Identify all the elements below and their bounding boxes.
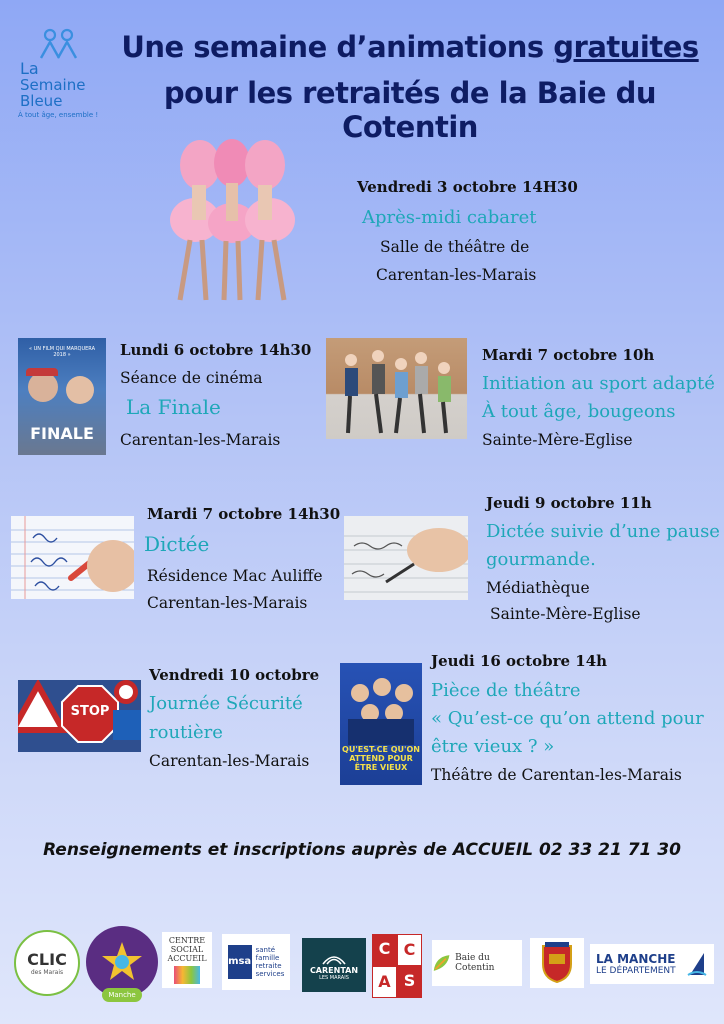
event-7-name2: « Qu’est-ce qu’on attend pour — [431, 708, 704, 729]
event-5-date: Jeudi 9 octobre 11h — [486, 494, 652, 512]
carentan-logo: CARENTAN LES MARAIS — [302, 938, 366, 992]
event-6-name2: routière — [149, 722, 223, 743]
event-3-name2: À tout âge, bougeons — [482, 401, 676, 422]
actor-face-2 — [66, 376, 94, 404]
event-4-line1: Résidence Mac Auliffe — [147, 567, 323, 585]
cabaret-dancers-image — [160, 135, 305, 310]
logo-line1: La — [20, 59, 39, 78]
theatre-poster-title: QU'EST-CE QU'ON ATTEND POUR ÊTRE VIEUX — [342, 745, 420, 772]
event-1-line1: Salle de théâtre de — [380, 238, 530, 256]
event-1-date: Vendredi 3 octobre 14H30 — [357, 178, 578, 196]
event-6-date: Vendredi 10 octobre — [149, 666, 320, 684]
event-2-date: Lundi 6 octobre 14h30 — [120, 341, 312, 359]
semaine-bleue-logo — [14, 28, 104, 119]
logo-line3: Bleue — [20, 92, 63, 110]
leaf-icon — [432, 952, 451, 974]
event-7-date: Jeudi 16 octobre 14h — [431, 652, 608, 670]
gratuites-underlined: gratuites — [553, 30, 699, 64]
event-5-line2: Sainte-Mère-Eglise — [490, 605, 641, 623]
event-7-name3: être vieux ? » — [431, 736, 555, 757]
la-finale-poster: « UN FILM QUI MARQUERA 2018 » FINALE — [18, 338, 106, 455]
red-cap — [26, 368, 58, 376]
dancer-3 — [245, 140, 295, 300]
clic-logo: CLIC des Marais — [14, 930, 80, 996]
crest-icon — [539, 942, 575, 984]
event-4-date: Mardi 7 octobre 14h30 — [147, 505, 341, 523]
event-5-name2: gourmande. — [486, 549, 596, 570]
sail-icon — [686, 951, 708, 977]
baie-du-cotentin-logo: Baie du Cotentin — [432, 940, 522, 986]
event-3-date: Mardi 7 octobre 10h — [482, 346, 655, 364]
star-icon — [100, 940, 144, 984]
road-signs-image — [18, 680, 141, 752]
waves-icon — [321, 950, 347, 966]
dictee-notebook-image — [11, 516, 134, 599]
msa-logo: msa santé famille retraite services — [222, 934, 290, 990]
event-6-name: Journée Sécurité — [149, 693, 303, 714]
page-title-line2: pour les retraités de la Baie du Cotentin — [163, 76, 657, 144]
ccas-logo: C C A S — [372, 934, 422, 994]
sport-seniors-image — [326, 338, 467, 439]
event-1-name: Après-midi cabaret — [362, 207, 537, 228]
stop-sign-text: STOP — [70, 704, 110, 719]
event-3-line1: Sainte-Mère-Eglise — [482, 431, 633, 449]
centre-social-logo: CENTRE SOCIAL ACCUEIL — [162, 932, 212, 988]
event-4-name: Dictée — [144, 532, 210, 556]
event-4-line2: Carentan-les-Marais — [147, 594, 308, 612]
event-5-line1: Médiathèque — [486, 579, 590, 597]
event-6-line1: Carentan-les-Marais — [149, 752, 310, 770]
hands-icon — [174, 966, 200, 984]
event-2-line2: Carentan-les-Marais — [120, 431, 281, 449]
event-2-line1: Séance de cinéma — [120, 369, 263, 387]
logo-tagline: À tout âge, ensemble ! — [18, 111, 99, 119]
event-7-name: Pièce de théâtre — [431, 680, 581, 701]
event-2-name: La Finale — [126, 395, 221, 419]
event-7-line1: Théâtre de Carentan-les-Marais — [431, 766, 682, 784]
page-title-line1: Une semaine d’animations gratuites — [121, 30, 699, 64]
theatre-poster — [340, 663, 422, 785]
contact-info: Renseignements et inscriptions auprès de ACCUEIL 02 33 21 71 30 — [43, 840, 681, 860]
writing-hand-image — [344, 516, 468, 600]
people-icon — [37, 28, 81, 60]
town-crest-logo — [530, 938, 584, 988]
event-3-name: Initiation au sport adapté — [482, 373, 715, 394]
actor-face-1 — [28, 372, 58, 402]
commission-logo: Manche — [86, 926, 158, 998]
la-manche-logo: LA MANCHE LE DÉPARTEMENT — [590, 944, 714, 984]
logo-line2: Semaine — [20, 76, 86, 94]
event-5-name: Dictée suivie d’une pause — [486, 521, 720, 542]
event-1-line2: Carentan-les-Marais — [376, 266, 537, 284]
